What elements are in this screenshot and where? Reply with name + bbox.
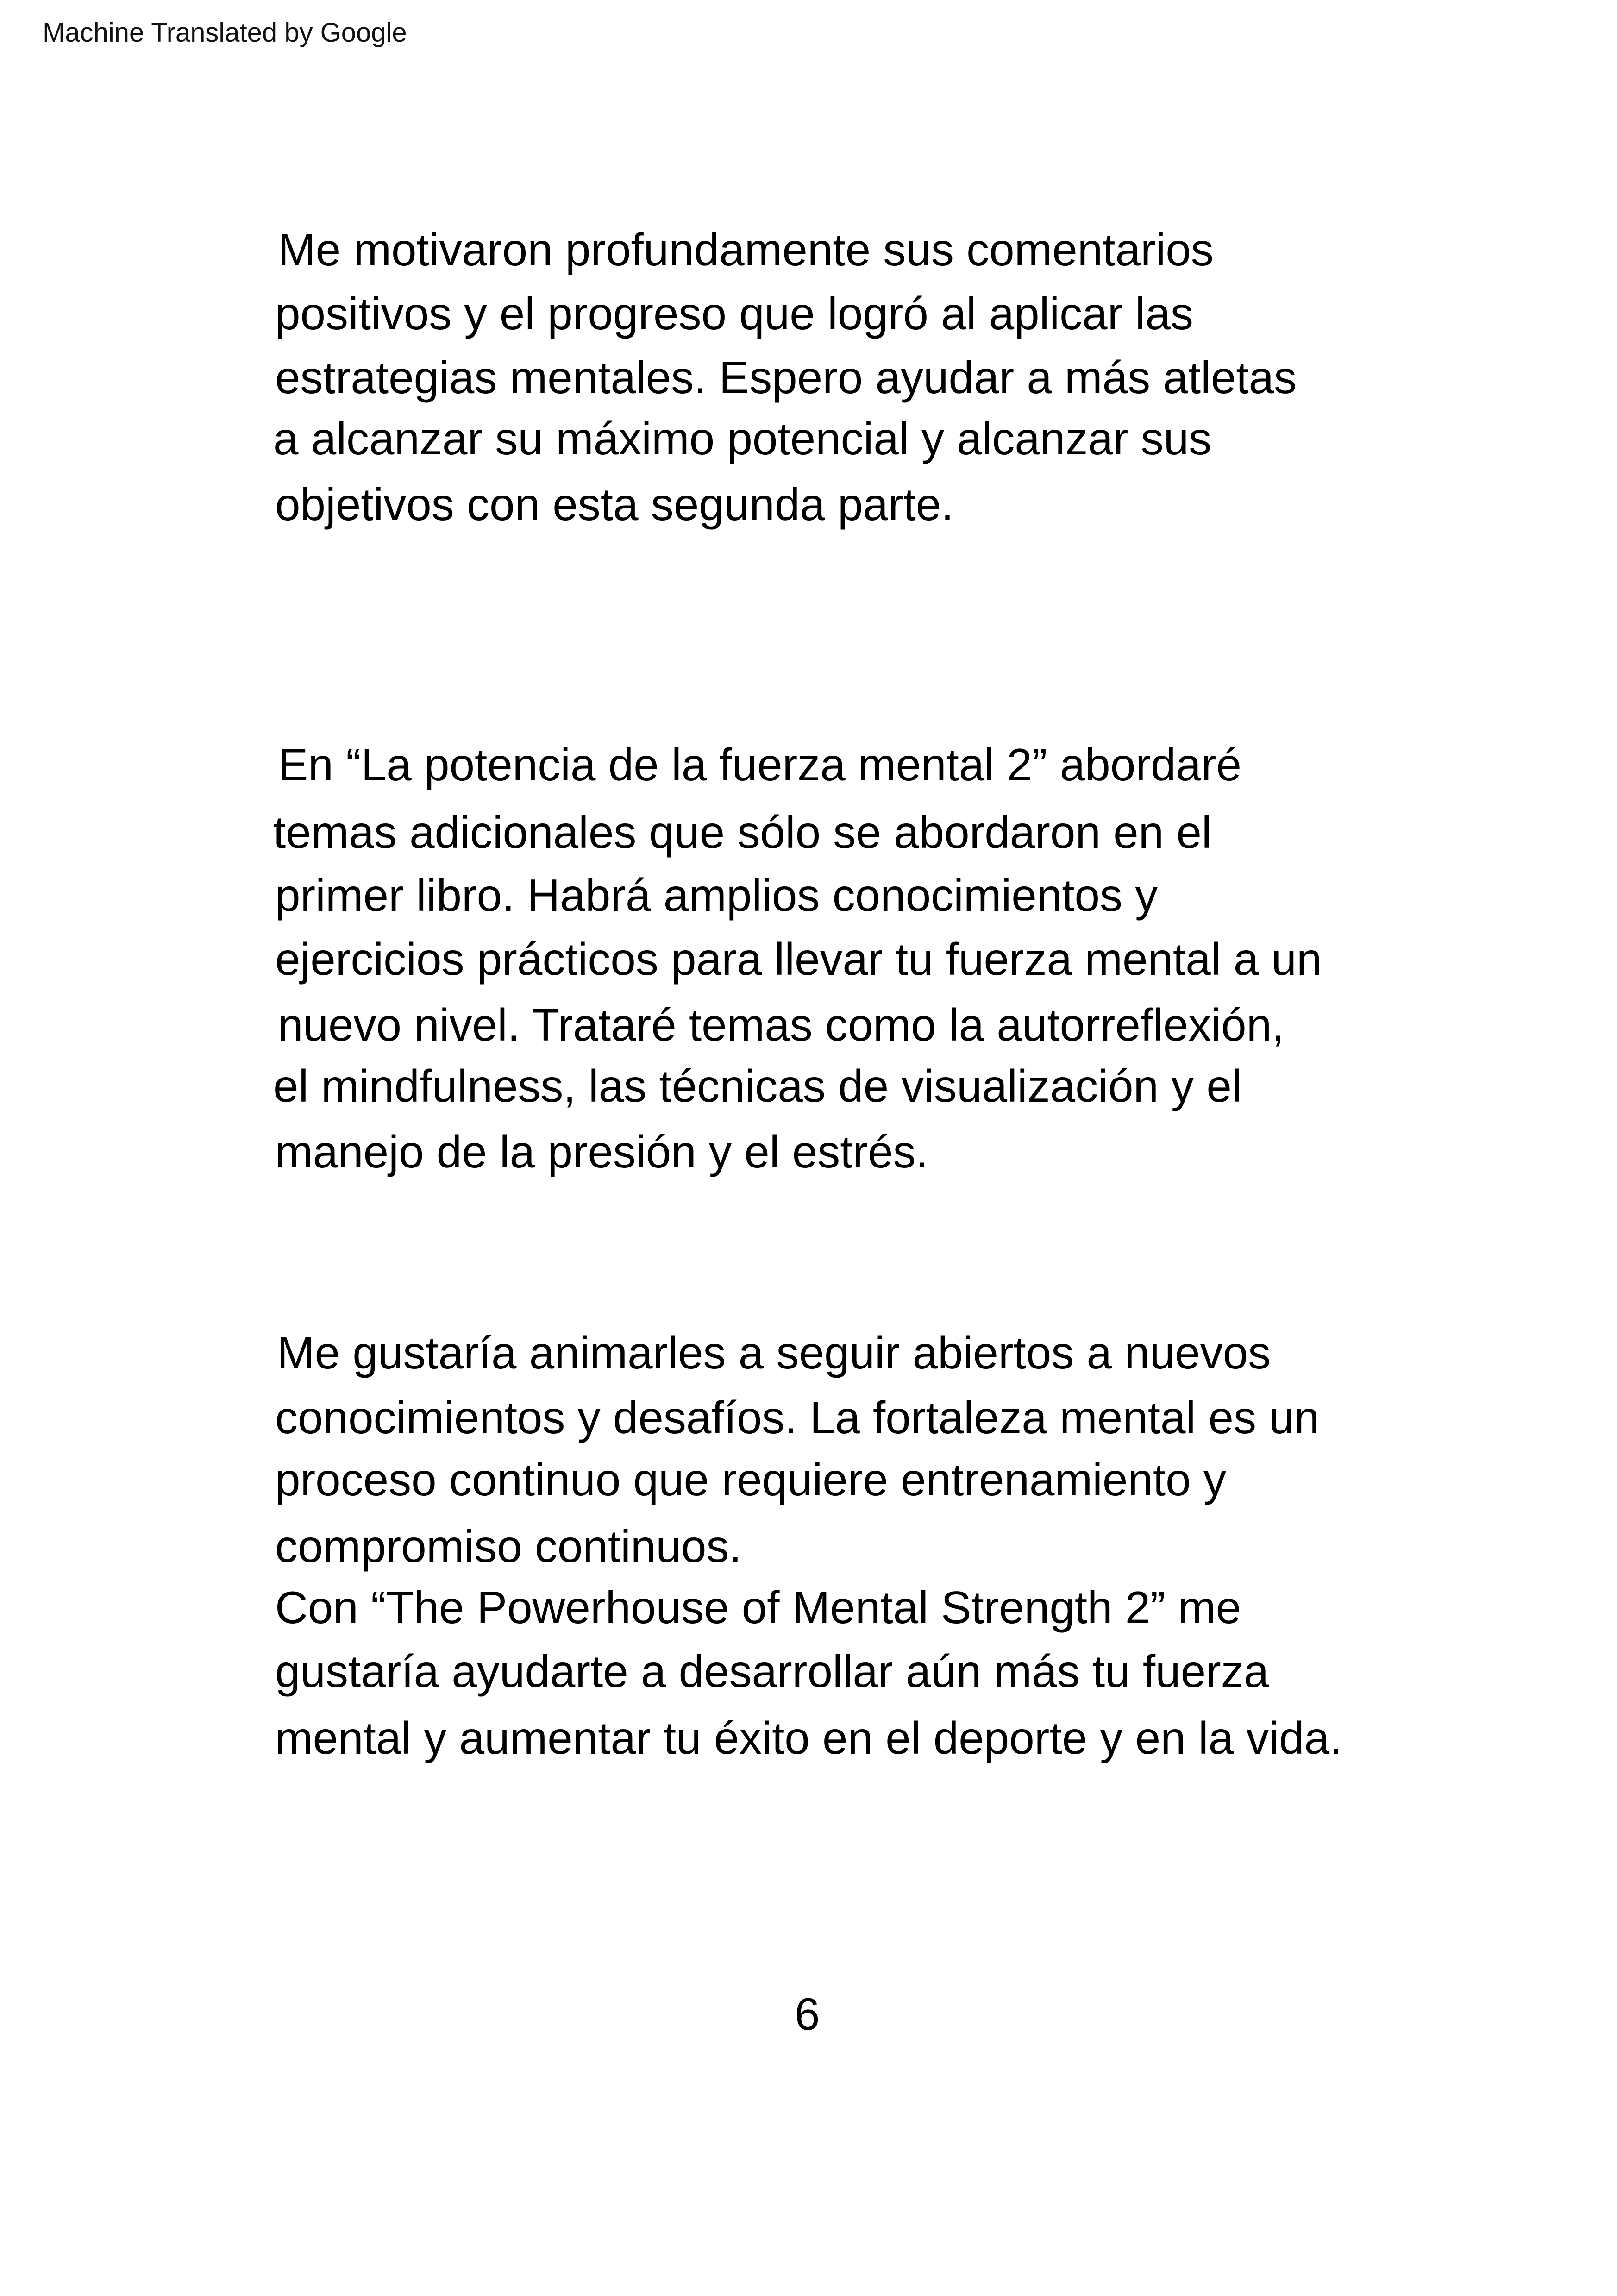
text-line: Me motivaron profundamente sus comentarios [278,224,1214,275]
text-line: Me gustaría animarles a seguir abiertos a nuevos [277,1327,1271,1378]
text-line: nuevo nivel. Trataré temas como la autorreflexión, [278,999,1285,1050]
text-line: primer libro. Habrá amplios conocimientos y [275,870,1158,921]
text-line: objetivos con esta segunda parte. [275,479,954,530]
text-line: temas adicionales que sólo se abordaron en el [273,807,1212,858]
text-line: En “La potencia de la fuerza mental 2” abordaré [278,739,1242,790]
text-line: ejercicios prácticos para llevar tu fuerza mental a un [275,934,1322,985]
text-line: estrategias mentales. Espero ayudar a más atletas [275,352,1297,403]
text-line: el mindfulness, las técnicas de visualización y el [273,1060,1242,1111]
text-line: positivos y el progreso que logró al aplicar las [275,288,1193,339]
text-line: gustaría ayudarte a desarrollar aún más tu fuerza [275,1646,1269,1697]
text-line: Con “The Powerhouse of Mental Strength 2” me [275,1582,1241,1633]
machine-translation-banner: Machine Translated by Google [43,18,407,48]
text-line: mental y aumentar tu éxito en el deporte y en la vida. [275,1713,1342,1763]
text-line: manejo de la presión y el estrés. [275,1126,928,1177]
text-line: compromiso continuos. [275,1521,742,1572]
page-number: 6 [795,1989,820,2039]
text-line: proceso continuo que requiere entrenamiento y [275,1454,1226,1505]
text-line: a alcanzar su máximo potencial y alcanzar sus [273,413,1212,464]
text-line: conocimientos y desafíos. La fortaleza mental es un [275,1392,1320,1443]
